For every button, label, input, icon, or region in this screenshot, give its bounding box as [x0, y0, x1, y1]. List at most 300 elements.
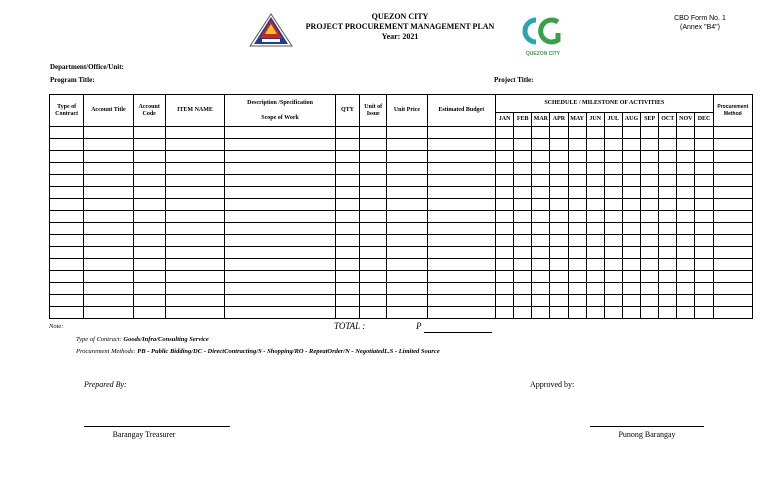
table-cell[interactable]: [225, 223, 336, 235]
table-cell[interactable]: [586, 139, 604, 151]
table-cell[interactable]: [165, 235, 224, 247]
table-cell[interactable]: [84, 163, 133, 175]
table-cell[interactable]: [360, 223, 387, 235]
table-cell[interactable]: [568, 271, 586, 283]
table-cell[interactable]: [50, 139, 84, 151]
table-cell[interactable]: [622, 127, 640, 139]
table-cell[interactable]: [677, 163, 695, 175]
table-cell[interactable]: [568, 295, 586, 307]
table-cell[interactable]: [133, 295, 165, 307]
table-cell[interactable]: [225, 271, 336, 283]
table-cell[interactable]: [586, 271, 604, 283]
table-cell[interactable]: [84, 283, 133, 295]
table-cell[interactable]: [677, 175, 695, 187]
table-cell[interactable]: [427, 163, 495, 175]
table-cell[interactable]: [695, 139, 713, 151]
table-cell[interactable]: [84, 307, 133, 319]
table-cell[interactable]: [387, 271, 427, 283]
table-cell[interactable]: [550, 187, 568, 199]
table-cell[interactable]: [496, 175, 514, 187]
table-cell[interactable]: [50, 151, 84, 163]
table-cell[interactable]: [677, 151, 695, 163]
table-cell[interactable]: [532, 175, 550, 187]
table-cell[interactable]: [695, 283, 713, 295]
table-cell[interactable]: [641, 307, 659, 319]
table-cell[interactable]: [514, 223, 532, 235]
table-cell[interactable]: [50, 259, 84, 271]
table-cell[interactable]: [550, 139, 568, 151]
table-cell[interactable]: [550, 247, 568, 259]
table-cell[interactable]: [695, 127, 713, 139]
table-cell[interactable]: [695, 211, 713, 223]
table-cell[interactable]: [604, 223, 622, 235]
table-cell[interactable]: [695, 151, 713, 163]
table-cell[interactable]: [713, 283, 752, 295]
table-cell[interactable]: [532, 151, 550, 163]
table-cell[interactable]: [659, 163, 677, 175]
table-cell[interactable]: [568, 307, 586, 319]
table-cell[interactable]: [133, 163, 165, 175]
table-cell[interactable]: [622, 235, 640, 247]
table-cell[interactable]: [568, 163, 586, 175]
table-cell[interactable]: [335, 271, 359, 283]
table-cell[interactable]: [50, 175, 84, 187]
table-cell[interactable]: [84, 223, 133, 235]
table-cell[interactable]: [622, 295, 640, 307]
table-cell[interactable]: [713, 175, 752, 187]
table-cell[interactable]: [133, 247, 165, 259]
table-cell[interactable]: [360, 259, 387, 271]
table-cell[interactable]: [84, 139, 133, 151]
table-cell[interactable]: [604, 271, 622, 283]
table-cell[interactable]: [165, 187, 224, 199]
table-cell[interactable]: [622, 307, 640, 319]
table-cell[interactable]: [387, 259, 427, 271]
table-cell[interactable]: [335, 187, 359, 199]
table-cell[interactable]: [427, 295, 495, 307]
table-cell[interactable]: [427, 307, 495, 319]
table-cell[interactable]: [225, 283, 336, 295]
table-cell[interactable]: [622, 283, 640, 295]
table-cell[interactable]: [165, 247, 224, 259]
table-cell[interactable]: [335, 175, 359, 187]
table-cell[interactable]: [514, 163, 532, 175]
table-cell[interactable]: [604, 295, 622, 307]
table-cell[interactable]: [677, 271, 695, 283]
table-cell[interactable]: [604, 283, 622, 295]
table-cell[interactable]: [659, 259, 677, 271]
table-cell[interactable]: [695, 259, 713, 271]
table-cell[interactable]: [427, 247, 495, 259]
table-cell[interactable]: [387, 283, 427, 295]
table-cell[interactable]: [360, 307, 387, 319]
table-cell[interactable]: [335, 151, 359, 163]
table-cell[interactable]: [586, 151, 604, 163]
table-cell[interactable]: [641, 283, 659, 295]
table-cell[interactable]: [586, 259, 604, 271]
table-cell[interactable]: [133, 187, 165, 199]
table-cell[interactable]: [225, 175, 336, 187]
table-cell[interactable]: [677, 223, 695, 235]
table-cell[interactable]: [496, 283, 514, 295]
table-cell[interactable]: [604, 175, 622, 187]
table-cell[interactable]: [225, 127, 336, 139]
table-cell[interactable]: [532, 223, 550, 235]
table-cell[interactable]: [659, 151, 677, 163]
table-cell[interactable]: [677, 295, 695, 307]
table-cell[interactable]: [550, 283, 568, 295]
table-cell[interactable]: [335, 235, 359, 247]
table-cell[interactable]: [335, 295, 359, 307]
table-cell[interactable]: [165, 271, 224, 283]
table-cell[interactable]: [713, 139, 752, 151]
table-cell[interactable]: [659, 247, 677, 259]
table-cell[interactable]: [550, 175, 568, 187]
table-cell[interactable]: [427, 283, 495, 295]
table-cell[interactable]: [496, 199, 514, 211]
table-cell[interactable]: [335, 127, 359, 139]
table-cell[interactable]: [641, 175, 659, 187]
table-cell[interactable]: [604, 259, 622, 271]
table-cell[interactable]: [622, 199, 640, 211]
table-cell[interactable]: [360, 247, 387, 259]
table-cell[interactable]: [641, 139, 659, 151]
table-cell[interactable]: [713, 187, 752, 199]
table-cell[interactable]: [677, 307, 695, 319]
table-cell[interactable]: [532, 127, 550, 139]
table-cell[interactable]: [604, 307, 622, 319]
table-cell[interactable]: [387, 151, 427, 163]
table-cell[interactable]: [496, 259, 514, 271]
table-cell[interactable]: [165, 307, 224, 319]
table-cell[interactable]: [532, 283, 550, 295]
table-cell[interactable]: [622, 175, 640, 187]
table-cell[interactable]: [387, 247, 427, 259]
table-cell[interactable]: [586, 187, 604, 199]
table-cell[interactable]: [427, 211, 495, 223]
table-cell[interactable]: [532, 259, 550, 271]
table-cell[interactable]: [659, 211, 677, 223]
table-cell[interactable]: [427, 235, 495, 247]
table-cell[interactable]: [514, 187, 532, 199]
table-cell[interactable]: [586, 175, 604, 187]
table-cell[interactable]: [622, 151, 640, 163]
table-cell[interactable]: [713, 307, 752, 319]
table-cell[interactable]: [604, 235, 622, 247]
table-cell[interactable]: [550, 127, 568, 139]
table-cell[interactable]: [84, 259, 133, 271]
table-cell[interactable]: [677, 247, 695, 259]
table-cell[interactable]: [713, 151, 752, 163]
table-cell[interactable]: [622, 187, 640, 199]
table-cell[interactable]: [695, 223, 713, 235]
table-cell[interactable]: [165, 175, 224, 187]
table-cell[interactable]: [165, 295, 224, 307]
table-cell[interactable]: [165, 139, 224, 151]
table-cell[interactable]: [568, 175, 586, 187]
table-cell[interactable]: [496, 307, 514, 319]
table-cell[interactable]: [360, 151, 387, 163]
table-cell[interactable]: [550, 163, 568, 175]
table-cell[interactable]: [586, 223, 604, 235]
table-cell[interactable]: [335, 199, 359, 211]
table-cell[interactable]: [677, 259, 695, 271]
table-cell[interactable]: [133, 271, 165, 283]
table-cell[interactable]: [641, 163, 659, 175]
table-cell[interactable]: [387, 187, 427, 199]
table-cell[interactable]: [427, 187, 495, 199]
table-cell[interactable]: [532, 211, 550, 223]
table-cell[interactable]: [586, 295, 604, 307]
table-cell[interactable]: [695, 247, 713, 259]
table-cell[interactable]: [604, 211, 622, 223]
table-cell[interactable]: [532, 247, 550, 259]
table-cell[interactable]: [50, 127, 84, 139]
table-cell[interactable]: [427, 199, 495, 211]
table-cell[interactable]: [225, 151, 336, 163]
table-cell[interactable]: [586, 307, 604, 319]
table-cell[interactable]: [496, 151, 514, 163]
table-cell[interactable]: [50, 271, 84, 283]
table-cell[interactable]: [496, 163, 514, 175]
table-cell[interactable]: [677, 235, 695, 247]
table-cell[interactable]: [550, 235, 568, 247]
table-cell[interactable]: [659, 307, 677, 319]
table-cell[interactable]: [427, 175, 495, 187]
table-cell[interactable]: [713, 295, 752, 307]
table-cell[interactable]: [427, 127, 495, 139]
table-cell[interactable]: [360, 175, 387, 187]
table-cell[interactable]: [550, 295, 568, 307]
table-cell[interactable]: [387, 163, 427, 175]
table-cell[interactable]: [84, 247, 133, 259]
table-cell[interactable]: [659, 127, 677, 139]
table-cell[interactable]: [641, 223, 659, 235]
table-cell[interactable]: [550, 307, 568, 319]
table-cell[interactable]: [586, 199, 604, 211]
table-cell[interactable]: [165, 223, 224, 235]
table-cell[interactable]: [532, 295, 550, 307]
table-cell[interactable]: [225, 211, 336, 223]
table-cell[interactable]: [335, 283, 359, 295]
table-cell[interactable]: [586, 247, 604, 259]
table-cell[interactable]: [659, 283, 677, 295]
table-cell[interactable]: [84, 199, 133, 211]
table-cell[interactable]: [165, 199, 224, 211]
table-cell[interactable]: [514, 247, 532, 259]
table-cell[interactable]: [360, 211, 387, 223]
table-cell[interactable]: [659, 199, 677, 211]
table-cell[interactable]: [622, 271, 640, 283]
table-cell[interactable]: [84, 187, 133, 199]
table-cell[interactable]: [496, 235, 514, 247]
table-cell[interactable]: [225, 295, 336, 307]
table-cell[interactable]: [496, 139, 514, 151]
table-cell[interactable]: [165, 259, 224, 271]
table-cell[interactable]: [514, 235, 532, 247]
table-cell[interactable]: [622, 139, 640, 151]
table-cell[interactable]: [84, 175, 133, 187]
table-cell[interactable]: [604, 187, 622, 199]
table-cell[interactable]: [677, 139, 695, 151]
table-cell[interactable]: [514, 283, 532, 295]
table-cell[interactable]: [568, 247, 586, 259]
table-cell[interactable]: [514, 295, 532, 307]
table-cell[interactable]: [568, 235, 586, 247]
table-cell[interactable]: [568, 127, 586, 139]
table-cell[interactable]: [496, 223, 514, 235]
table-cell[interactable]: [165, 127, 224, 139]
table-cell[interactable]: [133, 139, 165, 151]
table-cell[interactable]: [225, 139, 336, 151]
table-cell[interactable]: [532, 187, 550, 199]
table-cell[interactable]: [568, 199, 586, 211]
table-cell[interactable]: [641, 259, 659, 271]
table-cell[interactable]: [568, 283, 586, 295]
table-cell[interactable]: [713, 271, 752, 283]
table-cell[interactable]: [695, 295, 713, 307]
table-cell[interactable]: [133, 127, 165, 139]
table-cell[interactable]: [568, 151, 586, 163]
table-cell[interactable]: [360, 187, 387, 199]
table-cell[interactable]: [360, 127, 387, 139]
table-cell[interactable]: [225, 199, 336, 211]
table-cell[interactable]: [50, 187, 84, 199]
table-cell[interactable]: [641, 235, 659, 247]
table-cell[interactable]: [659, 223, 677, 235]
table-cell[interactable]: [50, 307, 84, 319]
table-cell[interactable]: [586, 163, 604, 175]
table-cell[interactable]: [84, 151, 133, 163]
table-cell[interactable]: [659, 139, 677, 151]
table-cell[interactable]: [496, 211, 514, 223]
table-cell[interactable]: [133, 151, 165, 163]
table-cell[interactable]: [532, 199, 550, 211]
table-cell[interactable]: [677, 127, 695, 139]
table-cell[interactable]: [677, 283, 695, 295]
table-cell[interactable]: [335, 139, 359, 151]
table-cell[interactable]: [335, 211, 359, 223]
table-cell[interactable]: [496, 295, 514, 307]
table-cell[interactable]: [713, 127, 752, 139]
table-cell[interactable]: [586, 235, 604, 247]
table-cell[interactable]: [622, 163, 640, 175]
table-cell[interactable]: [165, 211, 224, 223]
table-cell[interactable]: [133, 175, 165, 187]
table-cell[interactable]: [514, 211, 532, 223]
table-cell[interactable]: [568, 259, 586, 271]
table-cell[interactable]: [641, 211, 659, 223]
table-cell[interactable]: [84, 127, 133, 139]
table-cell[interactable]: [514, 139, 532, 151]
table-cell[interactable]: [165, 151, 224, 163]
table-cell[interactable]: [427, 259, 495, 271]
table-cell[interactable]: [713, 259, 752, 271]
table-cell[interactable]: [713, 223, 752, 235]
table-cell[interactable]: [387, 295, 427, 307]
table-cell[interactable]: [659, 187, 677, 199]
table-cell[interactable]: [604, 247, 622, 259]
table-cell[interactable]: [133, 211, 165, 223]
table-cell[interactable]: [387, 223, 427, 235]
table-cell[interactable]: [50, 283, 84, 295]
table-cell[interactable]: [496, 187, 514, 199]
table-cell[interactable]: [586, 211, 604, 223]
table-cell[interactable]: [360, 235, 387, 247]
table-cell[interactable]: [677, 187, 695, 199]
table-cell[interactable]: [50, 211, 84, 223]
table-cell[interactable]: [387, 307, 427, 319]
table-cell[interactable]: [713, 199, 752, 211]
table-cell[interactable]: [550, 259, 568, 271]
table-cell[interactable]: [514, 127, 532, 139]
table-cell[interactable]: [604, 199, 622, 211]
table-cell[interactable]: [641, 199, 659, 211]
table-cell[interactable]: [84, 211, 133, 223]
table-cell[interactable]: [84, 271, 133, 283]
table-cell[interactable]: [335, 163, 359, 175]
table-cell[interactable]: [427, 223, 495, 235]
table-cell[interactable]: [50, 247, 84, 259]
table-cell[interactable]: [427, 271, 495, 283]
table-cell[interactable]: [50, 235, 84, 247]
table-cell[interactable]: [641, 151, 659, 163]
table-cell[interactable]: [604, 127, 622, 139]
table-cell[interactable]: [532, 307, 550, 319]
table-cell[interactable]: [568, 187, 586, 199]
table-cell[interactable]: [133, 223, 165, 235]
table-cell[interactable]: [514, 175, 532, 187]
table-cell[interactable]: [586, 283, 604, 295]
table-cell[interactable]: [532, 235, 550, 247]
table-cell[interactable]: [225, 259, 336, 271]
table-cell[interactable]: [641, 187, 659, 199]
table-cell[interactable]: [335, 307, 359, 319]
table-cell[interactable]: [165, 163, 224, 175]
table-cell[interactable]: [387, 211, 427, 223]
table-cell[interactable]: [335, 247, 359, 259]
table-cell[interactable]: [496, 127, 514, 139]
table-cell[interactable]: [50, 163, 84, 175]
table-cell[interactable]: [133, 199, 165, 211]
table-cell[interactable]: [641, 271, 659, 283]
table-cell[interactable]: [677, 199, 695, 211]
table-cell[interactable]: [514, 271, 532, 283]
table-cell[interactable]: [360, 295, 387, 307]
table-cell[interactable]: [604, 151, 622, 163]
table-cell[interactable]: [427, 151, 495, 163]
table-cell[interactable]: [496, 271, 514, 283]
table-cell[interactable]: [165, 283, 224, 295]
table-cell[interactable]: [622, 247, 640, 259]
table-cell[interactable]: [695, 187, 713, 199]
table-cell[interactable]: [713, 247, 752, 259]
table-cell[interactable]: [387, 127, 427, 139]
table-cell[interactable]: [225, 235, 336, 247]
table-cell[interactable]: [550, 223, 568, 235]
table-cell[interactable]: [360, 199, 387, 211]
table-cell[interactable]: [622, 259, 640, 271]
table-cell[interactable]: [604, 139, 622, 151]
table-cell[interactable]: [387, 175, 427, 187]
table-cell[interactable]: [225, 247, 336, 259]
table-cell[interactable]: [550, 199, 568, 211]
table-cell[interactable]: [514, 199, 532, 211]
table-cell[interactable]: [360, 163, 387, 175]
table-cell[interactable]: [713, 211, 752, 223]
table-cell[interactable]: [225, 163, 336, 175]
table-cell[interactable]: [677, 211, 695, 223]
